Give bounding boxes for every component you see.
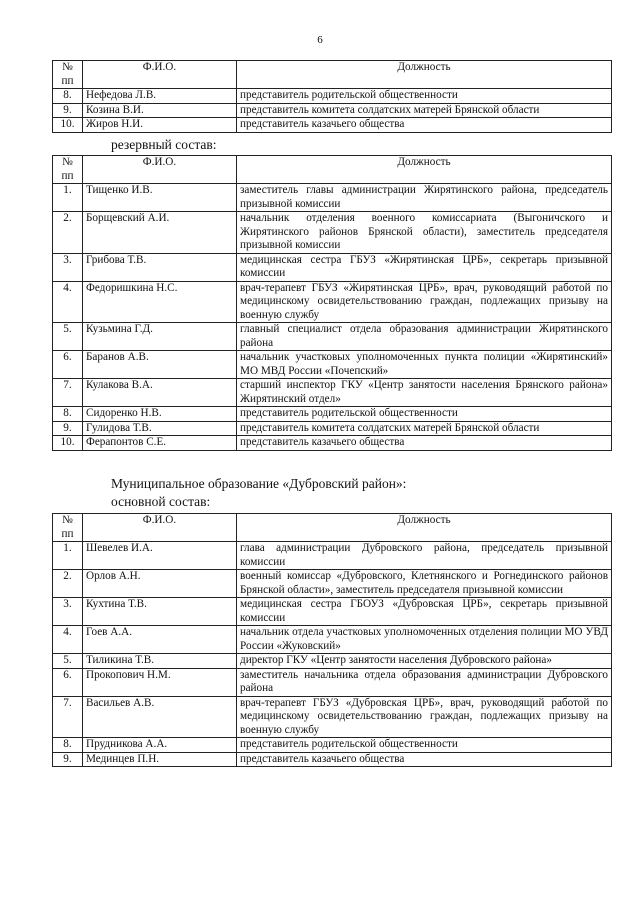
member-position: директор ГКУ «Центр занятости населения Дубровского района» <box>237 654 612 669</box>
member-position: медицинская сестра ГБОУЗ «Дубровская ЦРБ», секретарь призывной комиссии <box>237 598 612 626</box>
header-name: Ф.И.О. <box>83 61 237 89</box>
member-name: Кухтина Т.В. <box>83 598 237 626</box>
reserve-staff-table <box>52 155 612 451</box>
table-row <box>53 654 612 669</box>
table-row <box>53 89 612 104</box>
member-position: заместитель начальника отдела образования администрации Дубровского района <box>237 668 612 696</box>
member-position: военный комиссар «Дубровского, Клетнянского и Рогнединского районов Брянской области», заместитель председателя призывной комиссии <box>237 570 612 598</box>
row-number: 10. <box>53 436 83 451</box>
table-row <box>53 323 612 351</box>
table-row <box>53 542 612 570</box>
member-position: представитель родительской общественности <box>237 407 612 422</box>
row-number: 7. <box>53 696 83 738</box>
member-position: начальник отдела участковых уполномоченных отделения полиции МО УВД России «Жуковский» <box>237 626 612 654</box>
row-number: 9. <box>53 421 83 436</box>
row-number: 4. <box>53 281 83 323</box>
member-name: Жиров Н.И. <box>83 118 237 133</box>
member-name: Орлов А.Н. <box>83 570 237 598</box>
header-number: № пп <box>53 514 83 542</box>
member-position: старший инспектор ГКУ «Центр занятости населения Брянского района» Жирятинский отдел» <box>237 379 612 407</box>
row-number: 9. <box>53 752 83 767</box>
header-name: Ф.И.О. <box>83 156 237 184</box>
member-name: Баранов А.В. <box>83 351 237 379</box>
row-number: 2. <box>53 212 83 254</box>
table-row <box>53 421 612 436</box>
member-name: Прокопович Н.М. <box>83 668 237 696</box>
row-number: 4. <box>53 626 83 654</box>
row-number: 6. <box>53 668 83 696</box>
member-position: представитель казачьего общества <box>237 118 612 133</box>
member-name: Прудникова А.А. <box>83 738 237 753</box>
row-number: 1. <box>53 542 83 570</box>
table-row <box>53 626 612 654</box>
row-number: 1. <box>53 184 83 212</box>
header-position: Должность <box>237 61 612 89</box>
member-position: глава администрации Дубровского района, председатель призывной комиссии <box>237 542 612 570</box>
table-row <box>53 407 612 422</box>
member-name: Мединцев П.Н. <box>83 752 237 767</box>
member-name: Сидоренко Н.В. <box>83 407 237 422</box>
member-name: Козина В.И. <box>83 103 237 118</box>
member-position: представитель комитета солдатских матерей Брянской области <box>237 421 612 436</box>
table-row <box>53 253 612 281</box>
table-row <box>53 184 612 212</box>
member-name: Кузьмина Г.Д. <box>83 323 237 351</box>
table-row <box>53 598 612 626</box>
table-row <box>53 379 612 407</box>
member-name: Гулидова Т.В. <box>83 421 237 436</box>
table-row <box>53 570 612 598</box>
member-position: представитель родительской общественности <box>237 738 612 753</box>
member-name: Васильев А.В. <box>83 696 237 738</box>
row-number: 2. <box>53 570 83 598</box>
member-position: представитель родительской общественности <box>237 89 612 104</box>
row-number: 9. <box>53 103 83 118</box>
member-position: главный специалист отдела образования администрации Жирятинского района <box>237 323 612 351</box>
header-position: Должность <box>237 156 612 184</box>
header-position: Должность <box>237 514 612 542</box>
table-row <box>53 118 612 133</box>
member-name: Ферапонтов С.Е. <box>83 436 237 451</box>
member-position: представитель комитета солдатских матерей Брянской области <box>237 103 612 118</box>
member-name: Тищенко И.В. <box>83 184 237 212</box>
table-row <box>53 738 612 753</box>
member-position: врач-терапевт ГБУЗ «Дубровская ЦРБ», врач, руководящий работой по медицинскому освидетельствованию граждан, подлежащих призыву на военную службу <box>237 696 612 738</box>
header-number: № пп <box>53 156 83 184</box>
member-name: Кулакова В.А. <box>83 379 237 407</box>
main-staff-table <box>52 513 612 767</box>
member-position: заместитель главы администрации Жирятинского района, председатель призывной комиссии <box>237 184 612 212</box>
member-name: Грибова Т.В. <box>83 253 237 281</box>
row-number: 6. <box>53 351 83 379</box>
member-position: начальник участковых уполномоченных пункта полиции «Жирятинский» МО МВД России «Почепский» <box>237 351 612 379</box>
commission-table-continued <box>52 60 612 133</box>
table-row <box>53 436 612 451</box>
row-number: 3. <box>53 598 83 626</box>
caption-reserve-staff: резервный состав: <box>111 137 217 152</box>
table-row <box>53 668 612 696</box>
table-row <box>53 351 612 379</box>
row-number: 8. <box>53 407 83 422</box>
row-number: 3. <box>53 253 83 281</box>
page-number: 6 <box>317 34 323 46</box>
member-name: Тиликина Т.В. <box>83 654 237 669</box>
header-number: № пп <box>53 61 83 89</box>
caption-main-staff: основной состав: <box>111 494 211 509</box>
member-position: начальник отделения военного комиссариата (Выгоничского и Жирятинского районов Брянской области), заместитель председателя призывной комиссии <box>237 212 612 254</box>
table-row <box>53 212 612 254</box>
row-number: 10. <box>53 118 83 133</box>
row-number: 8. <box>53 89 83 104</box>
member-position: представитель казачьего общества <box>237 752 612 767</box>
table-row <box>53 752 612 767</box>
row-number: 7. <box>53 379 83 407</box>
member-position: врач-терапевт ГБУЗ «Жирятинская ЦРБ», врач, руководящий работой по медицинскому освидетельствованию граждан, подлежащих призыву на военную службу <box>237 281 612 323</box>
row-number: 8. <box>53 738 83 753</box>
header-name: Ф.И.О. <box>83 514 237 542</box>
table-row <box>53 103 612 118</box>
member-name: Гоев А.А. <box>83 626 237 654</box>
member-name: Федоришкина Н.С. <box>83 281 237 323</box>
member-name: Нефедова Л.В. <box>83 89 237 104</box>
member-position: представитель казачьего общества <box>237 436 612 451</box>
table-row <box>53 696 612 738</box>
member-name: Шевелев И.А. <box>83 542 237 570</box>
member-name: Борщевский А.И. <box>83 212 237 254</box>
caption-municipality: Муниципальное образование «Дубровский район»: <box>111 476 407 491</box>
table-row <box>53 281 612 323</box>
row-number: 5. <box>53 323 83 351</box>
row-number: 5. <box>53 654 83 669</box>
member-position: медицинская сестра ГБУЗ «Жирятинская ЦРБ», секретарь призывной комиссии <box>237 253 612 281</box>
